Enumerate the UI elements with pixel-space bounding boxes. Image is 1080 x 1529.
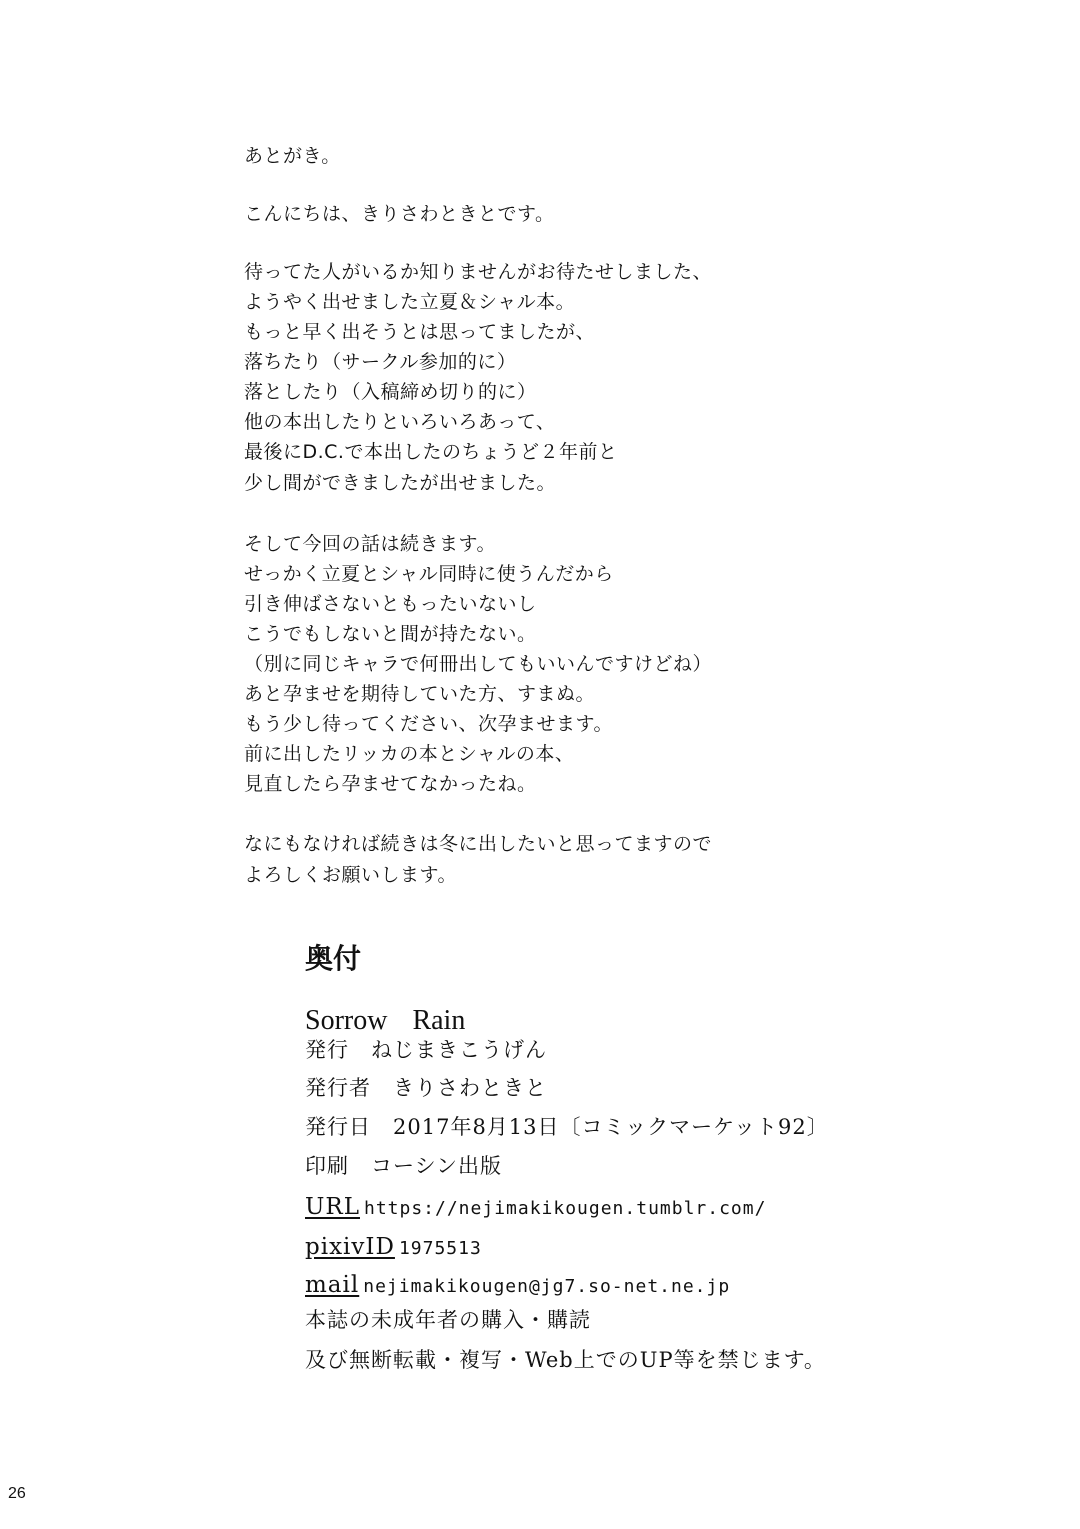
printer-value: コーシン出版 (371, 1154, 503, 1178)
publisher-row (305, 1040, 547, 1061)
afterword-line: こうでもしないと間が持たない。 (244, 623, 537, 645)
afterword-line: 落ちたり（サークル参加的に） (244, 351, 517, 373)
afterword-line: ようやく出せました立夏＆シャル本。 (244, 291, 576, 313)
printer-label: 印刷 (305, 1154, 349, 1178)
afterword-line: なにもなければ続きは冬に出したいと思ってますので (244, 833, 713, 855)
date-label: 発行日 (305, 1115, 371, 1139)
afterword-line: よろしくお願いします。 (244, 864, 457, 886)
afterword-line: 引き伸ばさないともったいないし (244, 593, 537, 615)
afterword-line: 待ってた人がいるか知りませんがお待たせしました、 (244, 261, 713, 283)
notice-line: 本誌の未成年者の購入・購読 (305, 1308, 591, 1332)
afterword-line: そして今回の話は続きます。 (244, 533, 496, 555)
author-value: きりさわときと (393, 1076, 547, 1100)
afterword-line: 少し間ができましたが出せました。 (244, 472, 557, 494)
afterword-line: 前に出したリッカの本とシャルの本、 (244, 743, 575, 765)
printer-row (305, 1156, 502, 1177)
mail-row (305, 1274, 730, 1297)
afterword-line: もう少し待ってください、次孕ませます。 (244, 713, 613, 735)
afterword-line: あと孕ませを期待していた方、すまぬ。 (244, 683, 596, 705)
url-row (305, 1196, 766, 1219)
pixiv-label: pixivID (305, 1234, 395, 1260)
notice-line: 及び無断転載・複写・Web上でのUP等を禁じます。 (305, 1348, 826, 1372)
pixiv-row (305, 1236, 482, 1259)
afterword-line: 見直したら孕ませてなかったね。 (244, 773, 537, 795)
afterword-line: もっと早く出そうとは思ってましたが、 (244, 321, 596, 343)
url-value: https://nejimakikougen.tumblr.com/ (363, 1198, 767, 1219)
publisher-value: ねじまきこうげん (371, 1038, 547, 1062)
afterword-line: 他の本出したりといろいろあって、 (244, 411, 556, 433)
author-label: 発行者 (305, 1076, 371, 1100)
afterword-line: せっかく立夏とシャル同時に使うんだから (244, 563, 614, 585)
afterword-line: （別に同じキャラで何冊出してもいいんですけどね） (244, 653, 713, 675)
date-row (305, 1117, 829, 1138)
author-row (305, 1078, 547, 1099)
date-value: 2017年8月13日〔コミックマーケット92〕 (393, 1115, 829, 1139)
afterword-title: あとがき。 (244, 145, 341, 167)
book-title: Sorrow Rain (305, 1005, 466, 1036)
afterword-line: こんにちは、きりさわときとです。 (244, 203, 555, 225)
pixiv-value: 1975513 (398, 1238, 482, 1259)
colophon-heading: 奥付 (305, 942, 362, 975)
url-label: URL (305, 1194, 360, 1220)
page-number: 26 (8, 1485, 26, 1502)
afterword-line: 最後にD.C.で本出したのちょうど２年前と (244, 441, 618, 463)
mail-value: nejimakikougen@jg7.so-net.ne.jp (363, 1276, 731, 1297)
publisher-label: 発行 (305, 1038, 349, 1062)
mail-label: mail (305, 1272, 360, 1298)
afterword-line: 落としたり（入稿締め切り的に） (244, 381, 537, 403)
